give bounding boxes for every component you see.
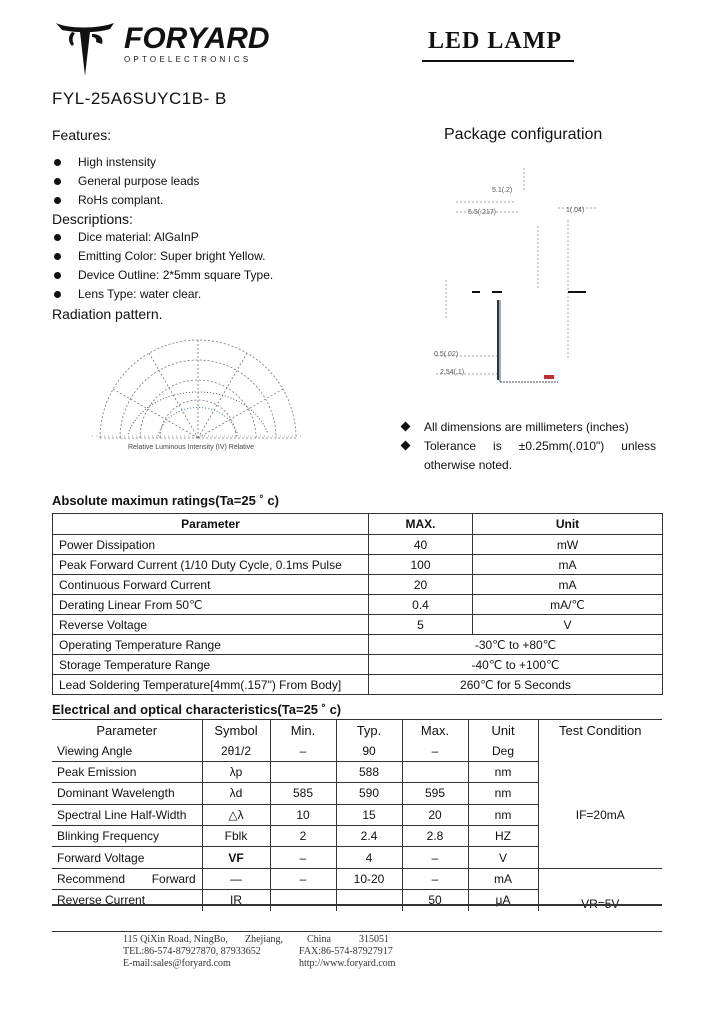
min-cell <box>270 890 336 911</box>
param-cell: Operating Temperature Range <box>53 635 369 655</box>
column-header: Test Condition <box>538 720 662 740</box>
min-cell: – <box>270 847 336 868</box>
symbol-cell: △λ <box>202 804 270 825</box>
header-row <box>52 720 662 740</box>
footer-tel: TEL:86-574-87927870, 87933652 <box>123 946 261 957</box>
min-cell: – <box>270 868 336 889</box>
max-cell: 40 <box>369 535 473 555</box>
unit-cell: Deg <box>468 740 538 761</box>
package-notes <box>400 418 656 475</box>
param-cell: Spectral Line Half-Width <box>52 804 202 825</box>
footer-email[interactable]: E-mail:sales@foryard.com <box>123 958 231 969</box>
package-heading: Package configuration <box>444 126 603 143</box>
param-cell: Blinking Frequency <box>52 825 202 846</box>
description-item: Lens Type: water clear. <box>52 285 273 304</box>
typ-cell <box>336 890 402 911</box>
feature-item: High instensity <box>52 153 199 172</box>
abs-max-table <box>52 513 663 695</box>
symbol-cell: VF <box>202 847 270 868</box>
max-cell: 0.4 <box>369 595 473 615</box>
footer-country: China <box>307 934 331 945</box>
param-cell: Viewing Angle <box>52 740 202 761</box>
symbol-cell: IR <box>202 890 270 911</box>
svg-text:1(.04): 1(.04) <box>566 207 585 214</box>
unit-cell: nm <box>468 783 538 804</box>
max-cell: – <box>402 847 468 868</box>
unit-cell: V <box>473 615 663 635</box>
column-header: Symbol <box>202 720 270 740</box>
min-cell: 10 <box>270 804 336 825</box>
package-drawing <box>428 160 618 390</box>
value-cell: -40℃ to +100℃ <box>369 655 663 675</box>
foryard-logo-icon <box>54 20 120 80</box>
symbol-cell: λp <box>202 761 270 782</box>
symbol-cell: Fblk <box>202 825 270 846</box>
unit-cell: μA <box>468 890 538 911</box>
brand-name: FORYARD <box>124 22 270 55</box>
max-cell: 100 <box>369 555 473 575</box>
param-cell: Peak Forward Current (1/10 Duty Cycle, 0.1ms Pulse <box>53 555 369 575</box>
footer-address: 115 QiXin Road, NingBo, <box>123 934 228 945</box>
unit-cell: HZ <box>468 825 538 846</box>
radiation-heading: Radiation pattern. <box>52 306 163 322</box>
table-row <box>53 635 663 655</box>
param-cell: Reverse Voltage <box>53 615 369 635</box>
table-row <box>53 655 663 675</box>
column-header: Max. <box>402 720 468 740</box>
unit-cell: V <box>468 847 538 868</box>
max-cell: 50 <box>402 890 468 911</box>
features-heading: Features: <box>52 127 112 143</box>
unit-cell: nm <box>468 804 538 825</box>
footer-rule <box>52 931 662 932</box>
column-header: Min. <box>270 720 336 740</box>
table-row <box>53 535 663 555</box>
column-header: Typ. <box>336 720 402 740</box>
param-cell: Peak Emission <box>52 761 202 782</box>
feature-item: RoHs complant. <box>52 191 199 210</box>
unit-cell: mA <box>468 868 538 889</box>
svg-text:5.1(.2): 5.1(.2) <box>492 187 513 194</box>
description-item: Emitting Color: Super bright Yellow. <box>52 247 273 266</box>
param-cell: Forward Voltage <box>52 847 202 868</box>
max-cell: – <box>402 740 468 761</box>
unit-cell: mA <box>473 575 663 595</box>
symbol-cell: — <box>202 868 270 889</box>
svg-text:5.5(.217): 5.5(.217) <box>468 209 497 216</box>
table-row <box>52 868 662 889</box>
typ-cell: 15 <box>336 804 402 825</box>
max-cell: 20 <box>369 575 473 595</box>
value-cell: 260℃ for 5 Seconds <box>369 675 663 695</box>
elec-bottom-rule <box>52 904 662 906</box>
param-cell: Reverse Current <box>57 893 146 908</box>
min-cell: 585 <box>270 783 336 804</box>
param-cell: Power Dissipation <box>53 535 369 555</box>
symbol-cell: 2θ1/2 <box>202 740 270 761</box>
brand-subtitle: OPTOELECTRONICS <box>124 55 252 64</box>
column-header: Unit <box>473 514 663 535</box>
descriptions-list <box>52 228 273 304</box>
typ-cell: 588 <box>336 761 402 782</box>
unit-cell: nm <box>468 761 538 782</box>
max-cell: 2.8 <box>402 825 468 846</box>
max-cell: 595 <box>402 783 468 804</box>
abs-max-heading: Absolute maximun ratings(Ta=25 ˚ c) <box>52 493 279 508</box>
max-cell: 5 <box>369 615 473 635</box>
footer-fax: FAX:86-574-87927917 <box>299 946 393 957</box>
description-item: Device Outline: 2*5mm square Type. <box>52 266 273 285</box>
table-row <box>53 555 663 575</box>
max-cell <box>402 761 468 782</box>
column-header: Parameter <box>96 722 158 738</box>
column-header: Unit <box>468 720 538 740</box>
table-row <box>53 595 663 615</box>
radiation-pattern-diagram <box>88 338 308 458</box>
symbol-cell: λd <box>202 783 270 804</box>
min-cell <box>270 761 336 782</box>
param-cell: Continuous Forward Current <box>53 575 369 595</box>
param-cell: Derating Linear From 50℃ <box>53 595 369 615</box>
footer-website[interactable]: http://www.foryard.com <box>299 958 396 969</box>
elec-table <box>52 720 662 911</box>
features-list <box>52 153 199 210</box>
note-item: Tolerance is ±0.25mm(.010") unless otherwise noted. <box>400 437 656 475</box>
table-row <box>52 740 662 761</box>
table-row <box>53 575 663 595</box>
condition-cell: VR=5V <box>538 868 662 910</box>
svg-text:0.5(.02): 0.5(.02) <box>434 351 459 358</box>
table-row <box>53 675 663 695</box>
value-cell: -30℃ to +80℃ <box>369 635 663 655</box>
typ-cell: 10-20 <box>336 868 402 889</box>
param-cell: Lead Soldering Temperature[4mm(.157") From Body] <box>53 675 369 695</box>
description-item: Dice material: AlGaInP <box>52 228 273 247</box>
footer-province: Zhejiang, <box>245 934 284 945</box>
feature-item: General purpose leads <box>52 172 199 191</box>
unit-cell: mW <box>473 535 663 555</box>
typ-cell: 2.4 <box>336 825 402 846</box>
typ-cell: 90 <box>336 740 402 761</box>
param-cell: Recommend Forward <box>52 868 202 889</box>
unit-cell: mA <box>473 555 663 575</box>
param-cell: Dominant Wavelength <box>52 783 202 804</box>
param-cell: Storage Temperature Range <box>53 655 369 675</box>
max-cell: 20 <box>402 804 468 825</box>
note-item: All dimensions are millimeters (inches) <box>400 418 656 437</box>
max-cell: – <box>402 868 468 889</box>
unit-cell: mA/℃ <box>473 595 663 615</box>
elec-heading: Electrical and optical characteristics(Ta=25 ˚ c) <box>52 702 342 717</box>
part-number: FYL-25A6SUYC1B- B <box>52 89 227 108</box>
min-cell: – <box>270 740 336 761</box>
column-header: Parameter <box>53 514 369 535</box>
descriptions-heading: Descriptions: <box>52 211 133 227</box>
radiation-caption: Relative Luminous Intensity (IV) Relative <box>128 444 255 451</box>
svg-text:2.54(.1): 2.54(.1) <box>440 369 465 376</box>
typ-cell: 590 <box>336 783 402 804</box>
footer-zip: 315051 <box>359 934 389 945</box>
table-row <box>52 761 662 782</box>
typ-cell: 4 <box>336 847 402 868</box>
title-underline <box>422 60 574 62</box>
column-header: MAX. <box>369 514 473 535</box>
table-row <box>53 615 663 635</box>
document-title: LED LAMP <box>428 28 562 54</box>
condition-cell: IF=20mA <box>538 761 662 868</box>
condition-cell <box>538 740 662 761</box>
min-cell: 2 <box>270 825 336 846</box>
